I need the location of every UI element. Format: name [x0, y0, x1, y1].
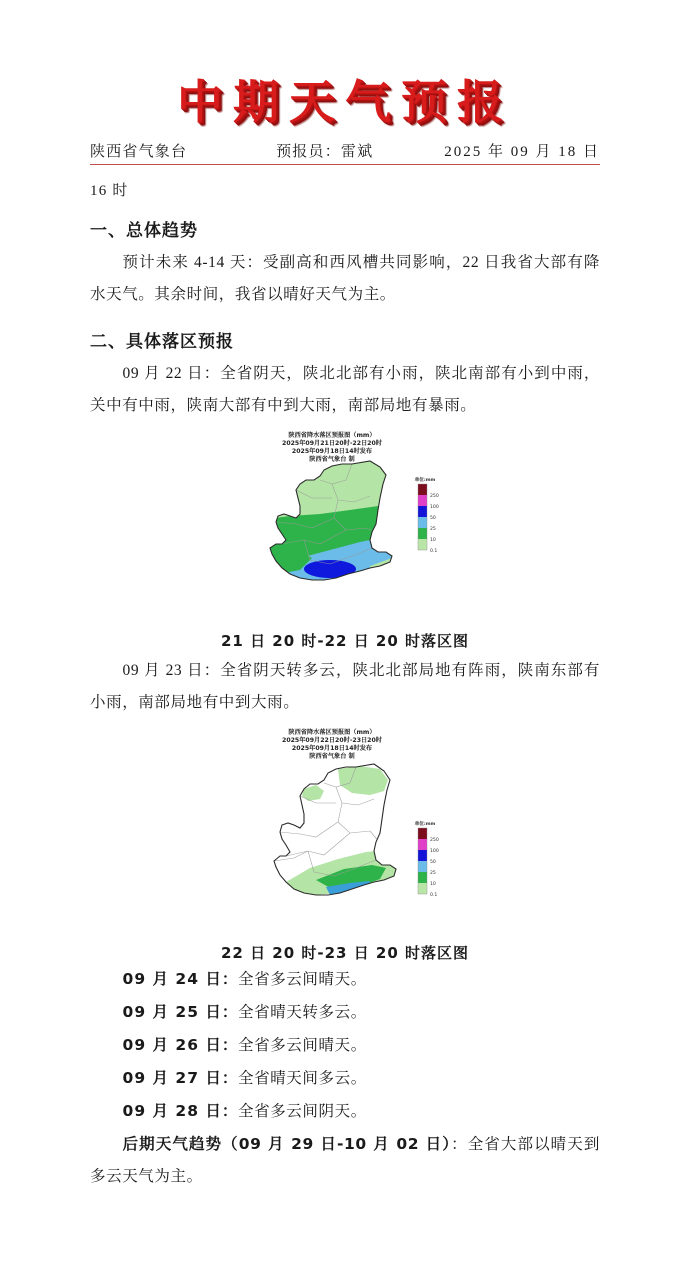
map2-legend: [415, 820, 439, 898]
map2-legend-swatch-50: [418, 850, 427, 861]
forecast-text: 全省晴天间多云。: [238, 1070, 367, 1088]
map2-header-line-3: 2025年09月18日14时发布: [291, 745, 373, 753]
map1-legend-swatch-0.1: [418, 539, 427, 550]
forecast-date: 09 月 27 日: [122, 1069, 222, 1088]
forecast-date: 09 月 26 日: [122, 1036, 222, 1055]
forecast-text: 全省多云间阴天。: [238, 1103, 367, 1121]
forecast-sep: ：: [221, 1070, 238, 1088]
map2-legend-tick-0.1: 0.1: [430, 893, 438, 899]
page-title: 中期天气预报: [177, 75, 513, 129]
map1-legend-tick-100: 100: [430, 505, 439, 511]
forecast-day-23: [90, 655, 600, 719]
forecast-day-row: [90, 1095, 600, 1128]
map2-legend-swatch-10: [418, 872, 427, 883]
map2-legend-swatch-250: [418, 828, 427, 839]
later-trend-sep: ：: [451, 1136, 468, 1154]
later-trend-text: 全省大部以晴天到多云天气为主。: [90, 1136, 600, 1186]
map2-legend-tick-10: 10: [430, 882, 436, 888]
precipitation-map-21-22: [220, 428, 470, 628]
map2-legend-tick-250: 250: [430, 838, 439, 844]
forecast-day-row: [90, 1062, 600, 1095]
map1-legend-unit-label: 单位:mm: [414, 478, 436, 484]
forecast-text-22: 全省阴天，陕北北部有小雨，陕北南部有小到中雨，关中有中雨，陕南大部有中到大雨，南部局地有暴雨。: [90, 365, 600, 415]
forecaster: 预报员：雷斌: [276, 144, 374, 161]
map2-legend-swatch-0.1: [418, 883, 427, 894]
forecast-date-22: 09 月 22 日: [122, 365, 204, 383]
map1-header-line-2: 2025年09月21日20时-22日20时: [282, 440, 382, 448]
forecast-day-list: [90, 963, 600, 1128]
section-heading-detail: 二、具体落区预报: [90, 332, 234, 353]
map2-header-line-2: 2025年09月22日20时-23日20时: [282, 737, 382, 745]
forecast-day-22: [90, 358, 600, 422]
map1-legend-tick-50: 50: [430, 516, 436, 522]
document-meta-row: [90, 140, 600, 165]
section-heading-overview: 一、总体趋势: [90, 221, 198, 242]
map1-header-line-3: 2025年09月18日14时发布: [291, 448, 373, 456]
forecast-day-row: [90, 963, 600, 996]
later-trend-range: （09 月 29 日-10 月 02 日）: [222, 1135, 452, 1154]
map2-legend-swatch-25: [418, 861, 427, 872]
map1-header-line-4: 陕西省气象台 制: [309, 456, 355, 464]
forecast-text: 全省多云间晴天。: [238, 971, 367, 989]
precipitation-map-22-23: [220, 725, 470, 940]
map2-legend-swatch-100: [418, 839, 427, 850]
map1-legend-tick-250: 250: [430, 494, 439, 500]
map1-legend-swatch-100: [418, 495, 427, 506]
figure-map-22-23: [90, 725, 600, 963]
forecast-day-row: [90, 1029, 600, 1062]
forecast-sep-23: ：: [203, 662, 221, 680]
forecast-date: 09 月 28 日: [122, 1102, 222, 1121]
map2-legend-tick-100: 100: [430, 849, 439, 855]
later-trend-line: [90, 1128, 600, 1193]
map2-legend-tick-50: 50: [430, 860, 436, 866]
forecast-sep: ：: [221, 1037, 238, 1055]
map1-legend-swatch-250: [418, 484, 427, 495]
figure-caption-22-23: 22 日 20 时-23 日 20 时落区图: [220, 944, 470, 963]
map1-legend-tick-0.1: 0.1: [430, 549, 438, 555]
figure-caption-21-22: 21 日 20 时-22 日 20 时落区图: [220, 632, 470, 651]
forecast-sep: ：: [221, 1004, 238, 1022]
issuing-office: 陕西省气象台: [90, 144, 188, 161]
later-trend-label: 后期天气趋势: [122, 1135, 223, 1154]
forecast-day-row: [90, 996, 600, 1029]
forecast-text-23: 全省阴天转多云，陕北北部局地有阵雨，陕南东部有小雨，南部局地有中到大雨。: [90, 662, 600, 712]
forecast-date: 09 月 25 日: [122, 1003, 222, 1022]
map2-header-line-4: 陕西省气象台 制: [309, 753, 355, 761]
map1-legend-swatch-25: [418, 517, 427, 528]
forecast-text: 全省晴天转多云。: [238, 1004, 367, 1022]
forecast-text: 全省多云间晴天。: [238, 1037, 367, 1055]
issue-date: 2025 年 09 月 18 日: [444, 144, 600, 161]
forecast-date-23: 09 月 23 日: [122, 662, 204, 680]
map1-header-line-1: 陕西省降水落区预报图（mm）: [288, 432, 376, 440]
map2-legend-unit-label: 单位:mm: [414, 822, 436, 828]
map1-legend-swatch-50: [418, 506, 427, 517]
map2-header-line-1: 陕西省降水落区预报图（mm）: [288, 729, 376, 737]
forecast-sep: ：: [221, 1103, 238, 1121]
forecast-sep-22: ：: [203, 365, 221, 383]
issue-time: 16 时: [90, 183, 129, 200]
map1-legend-tick-25: 25: [430, 527, 436, 533]
map1-legend-swatch-10: [418, 528, 427, 539]
map1-legend: [415, 476, 439, 554]
forecast-date: 09 月 24 日: [122, 970, 222, 989]
overview-body: 预计未来 4-14 天：受副高和西风槽共同影响，22 日我省大部有降水天气。其余时间，我省以晴好天气为主。: [90, 254, 600, 304]
figure-map-21-22: [90, 428, 600, 651]
forecast-sep: ：: [221, 971, 238, 989]
map2-legend-tick-25: 25: [430, 871, 436, 877]
map1-legend-tick-10: 10: [430, 538, 436, 544]
